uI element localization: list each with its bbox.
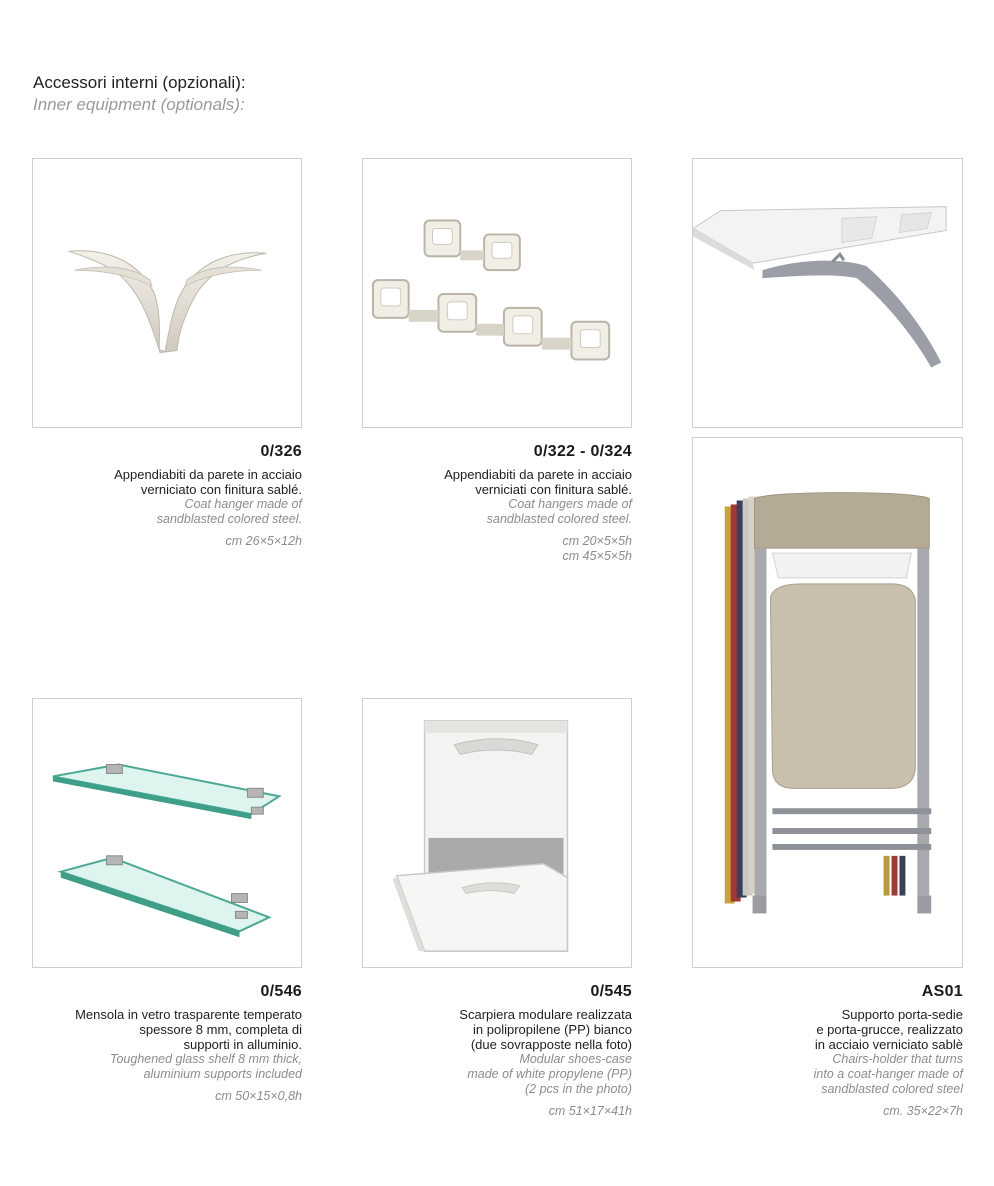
product-description-english: Toughened glass shelf 8 mm thick, aluminium supports included (109, 1052, 302, 1081)
product-caption-0-545 (362, 983, 632, 1119)
product-dimensions: cm 50×15×0,8h (215, 1089, 302, 1103)
product-code: AS01 (921, 983, 963, 1000)
product-description-italian: Scarpiera modulare realizzata in polipropilene (PP) bianco (due sovrapposte nella foto) (459, 1007, 632, 1052)
product-code: 0/322 - 0/324 (533, 443, 632, 460)
product-dimensions: cm. 35×22×7h (883, 1104, 963, 1118)
product-description-english: Modular shoes-case made of white propylene (PP) (2 pcs in the photo) (467, 1052, 632, 1096)
product-image-folding-chairs (692, 437, 963, 968)
product-dimensions: cm 20×5×5h cm 45×5×5h (562, 534, 632, 563)
product-image-shoe-cabinet (362, 698, 632, 968)
product-caption-0-326 (32, 443, 302, 549)
product-image-coat-hangers (362, 158, 632, 428)
product-description-english: Chairs-holder that turns into a coat-hanger made of sandblasted colored steel (813, 1052, 963, 1096)
product-image-coat-hanger (32, 158, 302, 428)
heading-italian: Accessori interni (opzionali): (33, 73, 246, 92)
product-description-italian: Appendiabiti da parete in acciaio verniciato con finitura sablé. (114, 467, 302, 497)
product-image-chair-holder-hanger (692, 158, 963, 428)
product-caption-0-546 (22, 983, 302, 1104)
product-description-italian: Mensola in vetro trasparente temperato spessore 8 mm, completa di supporti in alluminio. (75, 1007, 302, 1052)
product-caption-as01 (692, 983, 963, 1119)
product-image-glass-shelves (32, 698, 302, 968)
product-caption-0-322-0-324 (362, 443, 632, 564)
product-code: 0/545 (590, 983, 632, 1000)
product-dimensions: cm 51×17×41h (548, 1104, 632, 1118)
page-heading (33, 72, 246, 116)
heading-english: Inner equipment (optionals): (33, 95, 245, 114)
product-description-english: Coat hanger made of sandblasted colored steel. (156, 497, 302, 526)
product-code: 0/326 (260, 443, 302, 460)
product-description-italian: Appendiabiti da parete in acciaio verniciati con finitura sablé. (444, 467, 632, 497)
product-description-italian: Supporto porta-sedie e porta-grucce, realizzato in acciaio verniciato sablè (814, 1007, 963, 1052)
product-description-english: Coat hangers made of sandblasted colored steel. (486, 497, 632, 526)
product-dimensions: cm 26×5×12h (225, 534, 302, 548)
product-code: 0/546 (260, 983, 302, 1000)
